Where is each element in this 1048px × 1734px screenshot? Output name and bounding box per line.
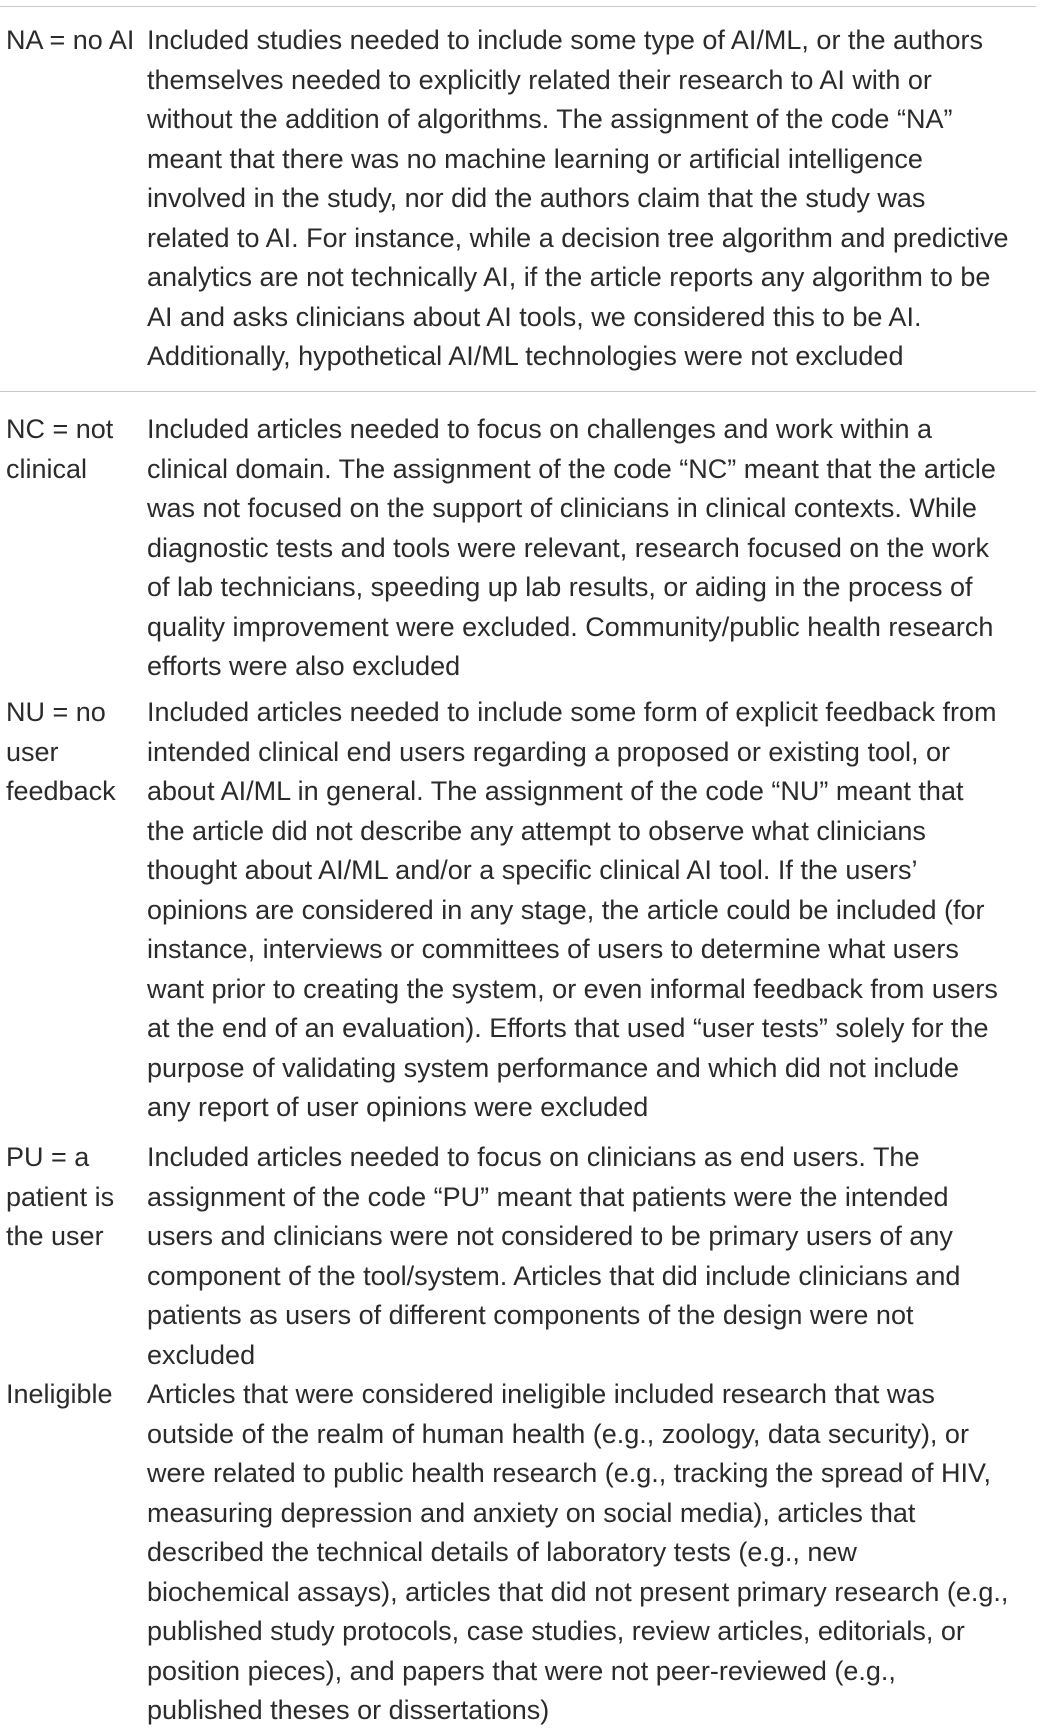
description-line: efforts were also excluded — [147, 651, 461, 681]
description-line: excluded — [147, 1339, 256, 1370]
code-cell: NC = not clinical — [6, 414, 114, 484]
description-line: Included articles needed to focus on clinicians as end users. The — [147, 1142, 920, 1172]
description-line: Included articles needed to include some form of explicit feedback from — [147, 697, 997, 727]
description-line: want prior to creating the system, or even informal feedback from users — [147, 973, 998, 1004]
description-line: opinions are considered in any stage, the article could be included (for — [147, 894, 985, 925]
description-line: the article did not describe any attempt to observe what clinicians — [147, 815, 926, 846]
description-line: meant that there was no machine learning or artificial intelligence — [147, 143, 923, 174]
description-line: component of the tool/system. Articles that did include clinicians and — [147, 1260, 961, 1291]
description-line: quality improvement were excluded. Community/public health research — [147, 611, 994, 642]
description-cell — [147, 1138, 1042, 1375]
description-line: clinical domain. The assignment of the code “NC” meant that the article — [147, 453, 996, 484]
row-divider-rule — [0, 391, 1036, 392]
description-line: thought about AI/ML and/or a specific clinical AI tool. If the users’ — [147, 855, 918, 885]
description-line: diagnostic tests and tools were relevant, research focused on the work — [147, 532, 989, 563]
description-line: outside of the realm of human health (e.g., zoology, data security), or — [147, 1418, 969, 1449]
description-line: related to AI. For instance, while a decision tree algorithm and predictive — [147, 222, 1009, 253]
description-line: patients as users of different components of the design were not — [147, 1300, 914, 1330]
description-line: measuring depression and anxiety on social media), articles that — [147, 1497, 916, 1528]
description-line: position pieces), and papers that were not peer-reviewed (e.g., — [147, 1655, 896, 1686]
description-line: Additionally, hypothetical AI/ML technologies were not excluded — [147, 341, 904, 371]
description-line: Articles that were considered ineligible included research that was — [147, 1379, 935, 1409]
description-line: described the technical details of laboratory tests (e.g., new — [147, 1537, 857, 1567]
description-cell — [147, 693, 1042, 1128]
description-line: published study protocols, case studies, review articles, editorials, or — [147, 1616, 965, 1646]
description-line: without the addition of algorithms. The assignment of the code “NA” — [147, 104, 953, 134]
description-line: was not focused on the support of clinicians in clinical contexts. While — [147, 493, 977, 523]
description-line: AI and asks clinicians about AI tools, we considered this to be AI. — [147, 301, 922, 332]
description-line: instance, interviews or committees of users to determine what users — [147, 934, 959, 964]
description-line: users and clinicians were not considered to be primary users of any — [147, 1221, 953, 1251]
description-line: involved in the study, nor did the authors claim that the study was — [147, 183, 926, 213]
description-line: any report of user opinions were excluded — [147, 1092, 649, 1122]
code-cell: Ineligible — [6, 1379, 113, 1409]
description-line: of lab technicians, speeding up lab results, or aiding in the process of — [147, 572, 973, 602]
description-line: about AI/ML in general. The assignment of the code “NU” meant that — [147, 776, 964, 806]
code-cell: PU = a patient is the user — [6, 1142, 115, 1251]
description-line: intended clinical end users regarding a proposed or existing tool, or — [147, 736, 950, 767]
description-line: purpose of validating system performance and which did not include — [147, 1052, 959, 1083]
description-line: themselves needed to explicitly related their research to AI with or — [147, 64, 932, 95]
code-cell: NA = no AI — [6, 25, 135, 55]
description-line: at the end of an evaluation). Efforts that used “user tests” solely for the — [147, 1013, 989, 1043]
description-line: biochemical assays), articles that did not present primary research (e.g., — [147, 1576, 1009, 1607]
description-line: Included articles needed to focus on challenges and work within a — [147, 414, 932, 444]
description-line: were related to public health research (e.g., tracking the spread of HIV, — [147, 1458, 991, 1488]
description-cell — [147, 1375, 1042, 1731]
description-line: assignment of the code “PU” meant that patients were the intended — [147, 1181, 949, 1212]
description-cell — [147, 21, 1042, 377]
description-line: published theses or dissertations) — [147, 1695, 550, 1725]
description-cell — [147, 410, 1042, 687]
code-cell: NU = no user feedback — [6, 697, 116, 806]
table-top-rule — [0, 6, 1036, 7]
description-line: Included studies needed to include some type of AI/ML, or the authors — [147, 25, 984, 55]
description-line: analytics are not technically AI, if the article reports any algorithm to be — [147, 262, 991, 292]
